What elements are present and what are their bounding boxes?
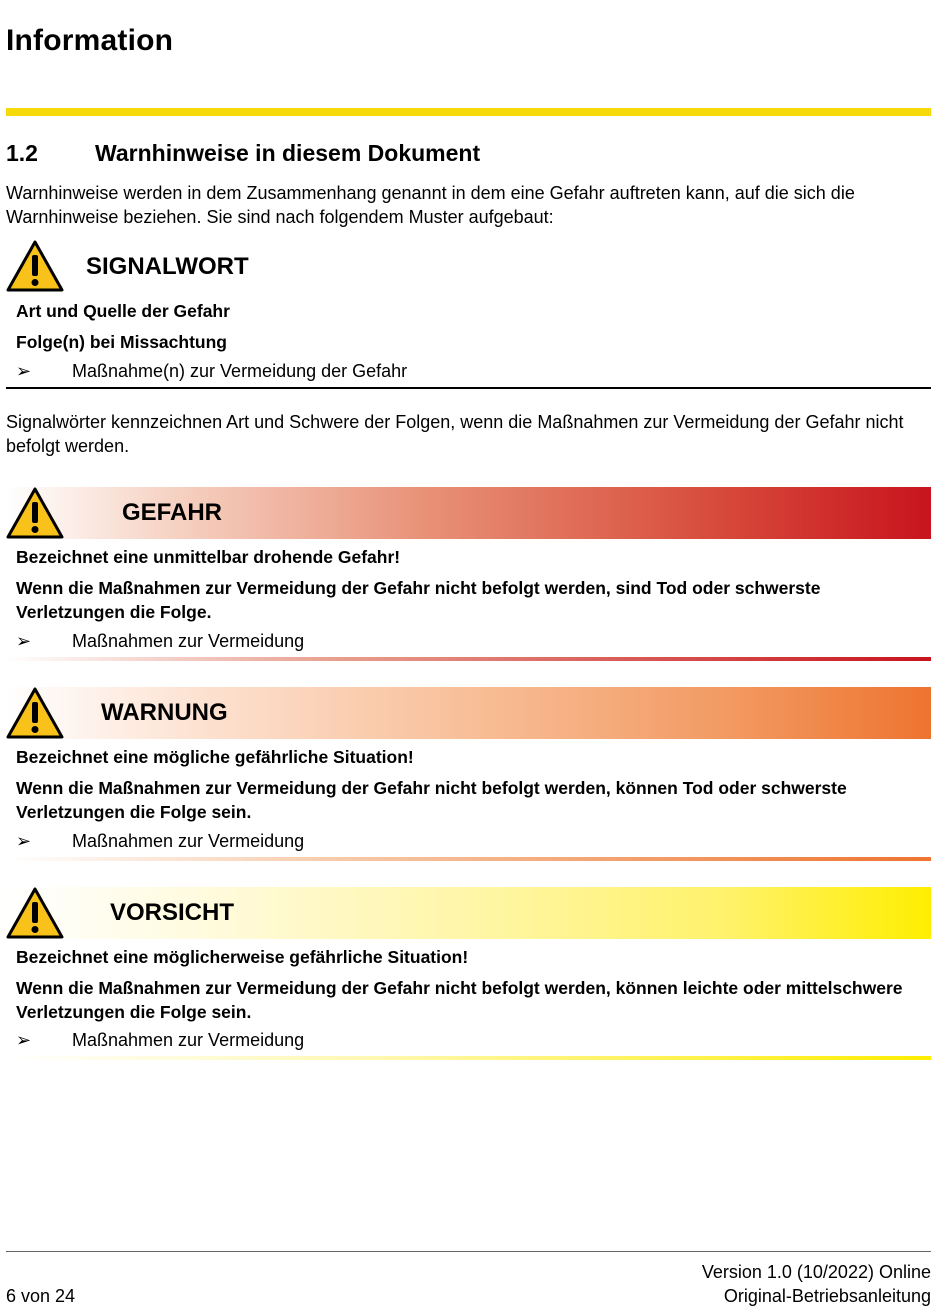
intro-paragraph-line-1: Warnhinweise werden in dem Zusammenhang genannt in dem eine Gefahr auftreten kann, auf die sich die <box>6 183 855 203</box>
gefahr-warning-triangle-icon <box>6 487 64 539</box>
intro-paragraph-line-2: Warnhinweise beziehen. Sie sind nach folgendem Muster aufgebaut: <box>6 207 554 227</box>
pattern-consequence: Folge(n) bei Missachtung <box>16 332 227 352</box>
gefahr-divider <box>6 657 931 661</box>
section-number: 1.2 <box>6 140 38 166</box>
footer-divider <box>6 1251 931 1252</box>
arrow-bullet-icon: ➢ <box>16 831 32 851</box>
pattern-measure: Maßnahme(n) zur Vermeidung der Gefahr <box>72 361 408 381</box>
section-title: Warnhinweise in diesem Dokument <box>95 140 481 166</box>
gefahr-consequence: Wenn die Maßnahmen zur Vermeidung der Gefahr nicht befolgt werden, sind Tod oder schwerste Verletzungen die Folge. <box>16 578 821 622</box>
vorsicht-warning-triangle-icon <box>6 887 64 939</box>
warning-triangle-icon <box>6 240 64 292</box>
vorsicht-signal-word: VORSICHT <box>110 899 235 926</box>
vorsicht-description: Bezeichnet eine möglicherweise gefährliche Situation! <box>16 947 469 967</box>
gefahr-signal-word: GEFAHR <box>122 499 223 526</box>
warnung-divider <box>6 857 931 861</box>
footer-version: Version 1.0 (10/2022) Online <box>701 1262 931 1282</box>
signal-intro-line-2: befolgt werden. <box>6 436 130 456</box>
vorsicht-divider <box>6 1056 931 1060</box>
pattern-hazard-source: Art und Quelle der Gefahr <box>16 301 230 321</box>
vorsicht-consequence: Wenn die Maßnahmen zur Vermeidung der Gefahr nicht befolgt werden, können leichte oder mittelschwere Verletzungen die Folge sein. <box>16 978 903 1022</box>
arrow-bullet-icon: ➢ <box>16 361 32 381</box>
page-number: 6 von 24 <box>6 1286 76 1306</box>
footer-document-type: Original-Betriebsanleitung <box>723 1286 931 1306</box>
pattern-divider <box>6 387 931 389</box>
vorsicht-measure: Maßnahmen zur Vermeidung <box>72 1030 305 1050</box>
arrow-bullet-icon: ➢ <box>16 1030 32 1050</box>
warnung-description: Bezeichnet eine mögliche gefährliche Situation! <box>16 747 414 767</box>
warnung-consequence: Wenn die Maßnahmen zur Vermeidung der Gefahr nicht befolgt werden, können Tod oder schwerste Verletzungen die Folge sein. <box>16 778 847 822</box>
gefahr-measure: Maßnahmen zur Vermeidung <box>72 631 305 651</box>
arrow-bullet-icon: ➢ <box>16 631 32 651</box>
page-header-title: Information <box>6 24 174 57</box>
warnung-signal-word: WARNUNG <box>101 699 228 726</box>
header-divider <box>6 108 931 116</box>
signal-intro-line-1: Signalwörter kennzeichnen Art und Schwere der Folgen, wenn die Maßnahmen zur Vermeidung der Gefahr nicht <box>6 412 904 432</box>
pattern-signal-word: SIGNALWORT <box>86 253 249 280</box>
warnung-warning-triangle-icon <box>6 687 64 739</box>
gefahr-description: Bezeichnet eine unmittelbar drohende Gefahr! <box>16 547 401 567</box>
warnung-measure: Maßnahmen zur Vermeidung <box>72 831 305 851</box>
